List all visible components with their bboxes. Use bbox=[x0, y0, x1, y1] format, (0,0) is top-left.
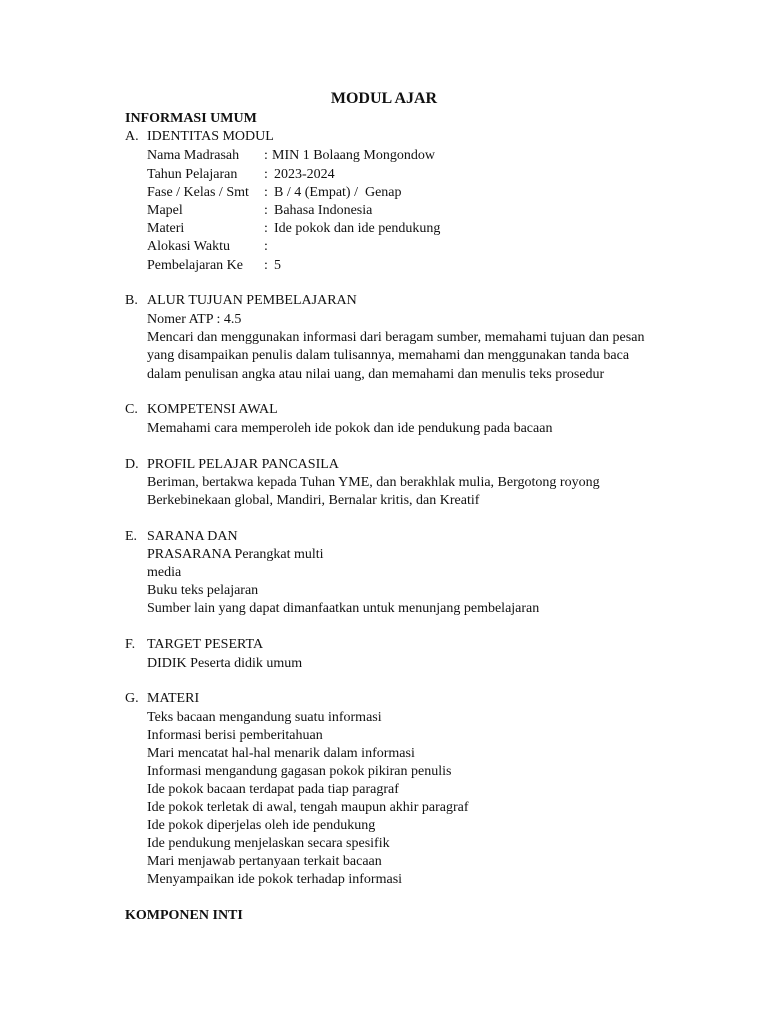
section-letter: E. bbox=[125, 529, 138, 544]
paragraph-line: PRASARANA Perangkat multi bbox=[147, 547, 324, 562]
paragraph-line: Beriman, bertakwa kepada Tuhan YME, dan berakhlak mulia, Bergotong royong bbox=[147, 475, 600, 490]
row-value: 2023-2024 bbox=[274, 167, 335, 182]
row-separator: : bbox=[264, 239, 268, 254]
list-item: Mari mencatat hal-hal menarik dalam informasi bbox=[147, 746, 415, 761]
row-value: 5 bbox=[274, 258, 281, 273]
list-item: Menyampaikan ide pokok terhadap informasi bbox=[147, 872, 403, 887]
list-item: Informasi mengandung gagasan pokok pikiran penulis bbox=[147, 764, 452, 779]
section-heading: PROFIL PELAJAR PANCASILA bbox=[147, 457, 339, 472]
paragraph-line: yang disampaikan penulis dalam tulisannya, memahami dan menggunakan tanda baca bbox=[147, 348, 630, 363]
row-label: Alokasi Waktu bbox=[147, 239, 230, 254]
list-item: Teks bacaan mengandung suatu informasi bbox=[147, 710, 382, 725]
row-separator: : bbox=[264, 221, 268, 236]
section-letter: B. bbox=[125, 293, 138, 308]
paragraph-line: dalam penulisan angka atau nilai uang, dan memahami dan menulis teks prosedur bbox=[147, 367, 605, 382]
paragraph-line: Memahami cara memperoleh ide pokok dan ide pendukung pada bacaan bbox=[147, 421, 553, 436]
paragraph-line: Mencari dan menggunakan informasi dari beragam sumber, memahami tujuan dan pesan bbox=[147, 330, 645, 345]
list-item: Mari menjawab pertanyaan terkait bacaan bbox=[147, 854, 382, 869]
document-title: MODUL AJAR bbox=[330, 90, 438, 107]
section-heading: MATERI bbox=[147, 691, 200, 706]
row-separator: : bbox=[264, 185, 268, 200]
row-label: Nama Madrasah bbox=[147, 148, 240, 163]
row-separator: : bbox=[264, 258, 268, 273]
row-separator: : bbox=[264, 203, 268, 218]
paragraph-line: Buku teks pelajaran bbox=[147, 583, 259, 598]
paragraph-line: DIDIK Peserta didik umum bbox=[147, 656, 303, 671]
paragraph-line: Sumber lain yang dapat dimanfaatkan untuk menunjang pembelajaran bbox=[147, 601, 540, 616]
list-item: Informasi berisi pemberitahuan bbox=[147, 728, 323, 743]
paragraph-line: media bbox=[147, 565, 182, 580]
row-separator: : bbox=[264, 148, 268, 163]
section-letter: F. bbox=[125, 637, 136, 652]
list-item: Ide pokok diperjelas oleh ide pendukung bbox=[147, 818, 376, 833]
row-value: Bahasa Indonesia bbox=[274, 203, 373, 218]
section-letter: D. bbox=[125, 457, 139, 472]
list-item: Ide pokok terletak di awal, tengah maupun akhir paragraf bbox=[147, 800, 469, 815]
section-heading: KOMPETENSI AWAL bbox=[147, 402, 278, 417]
row-label: Tahun Pelajaran bbox=[147, 167, 238, 182]
row-label: Fase / Kelas / Smt bbox=[147, 185, 249, 200]
section-heading: ALUR TUJUAN PEMBELAJARAN bbox=[147, 293, 357, 308]
section-heading: SARANA DAN bbox=[147, 529, 238, 544]
section-letter: A. bbox=[125, 129, 139, 144]
row-value: MIN 1 Bolaang Mongondow bbox=[272, 148, 435, 163]
row-label: Materi bbox=[147, 221, 185, 236]
section-heading: TARGET PESERTA bbox=[147, 637, 264, 652]
paragraph-line: Nomer ATP : 4.5 bbox=[147, 312, 242, 327]
section-letter: C. bbox=[125, 402, 138, 417]
section-heading-komponen-inti: KOMPONEN INTI bbox=[125, 908, 243, 923]
row-label: Pembelajaran Ke bbox=[147, 258, 244, 273]
paragraph-line: Berkebinekaan global, Mandiri, Bernalar kritis, dan Kreatif bbox=[147, 493, 480, 508]
list-item: Ide pokok bacaan terdapat pada tiap paragraf bbox=[147, 782, 399, 797]
row-value: Ide pokok dan ide pendukung bbox=[274, 221, 441, 236]
row-value: B / 4 (Empat) / Genap bbox=[274, 185, 402, 200]
list-item: Ide pendukung menjelaskan secara spesifik bbox=[147, 836, 390, 851]
section-heading: IDENTITAS MODUL bbox=[147, 129, 274, 144]
section-letter: G. bbox=[125, 691, 139, 706]
row-label: Mapel bbox=[147, 203, 183, 218]
section-heading-informasi-umum: INFORMASI UMUM bbox=[125, 111, 257, 126]
row-separator: : bbox=[264, 167, 268, 182]
